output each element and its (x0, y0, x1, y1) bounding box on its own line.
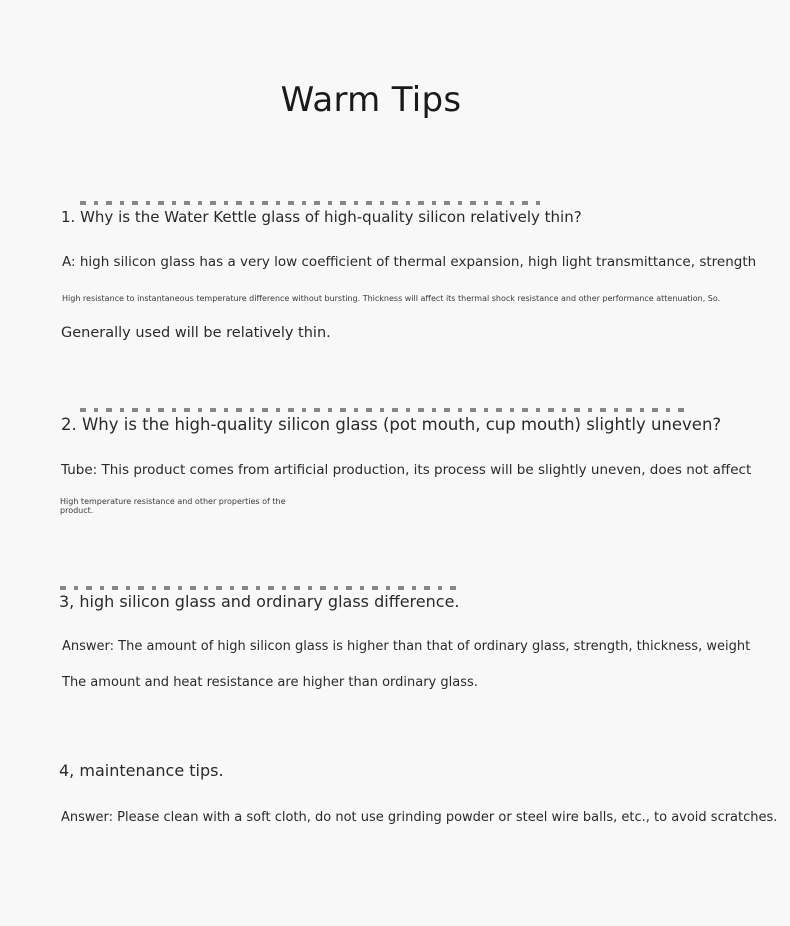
decorative-artifact (60, 586, 460, 590)
question-4: 4, maintenance tips. (59, 761, 224, 780)
answer-2-line-1: Tube: This product comes from artificial production, its process will be slightly uneven, does not affect (61, 462, 752, 478)
answer-1-line-3: Generally used will be relatively thin. (61, 325, 331, 341)
answer-1-line-1: A: high silicon glass has a very low coefficient of thermal expansion, high light transmittance, strength (62, 254, 757, 270)
question-2: 2. Why is the high-quality silicon glass (pot mouth, cup mouth) slightly uneven? (61, 415, 722, 434)
decorative-artifact (80, 408, 690, 412)
answer-3-line-1: Answer: The amount of high silicon glass is higher than that of ordinary glass, strength, thickness, weight (62, 639, 751, 654)
answer-4-line-1: Answer: Please clean with a soft cloth, do not use grinding powder or steel wire balls, etc., to avoid scratches. (61, 810, 778, 825)
answer-2-line-2: High temperature resistance and other properties of the product. (60, 497, 286, 515)
question-1: 1. Why is the Water Kettle glass of high-quality silicon relatively thin? (61, 208, 582, 226)
page-title: Warm Tips (280, 80, 462, 120)
question-3: 3, high silicon glass and ordinary glass difference. (59, 592, 460, 611)
decorative-artifact (80, 201, 540, 205)
answer-1-line-2: High resistance to instantaneous temperature difference without bursting. Thickness will affect its thermal shock resistance and other performance attenuation, So. (62, 294, 721, 303)
answer-3-line-2: The amount and heat resistance are higher than ordinary glass. (62, 675, 478, 690)
